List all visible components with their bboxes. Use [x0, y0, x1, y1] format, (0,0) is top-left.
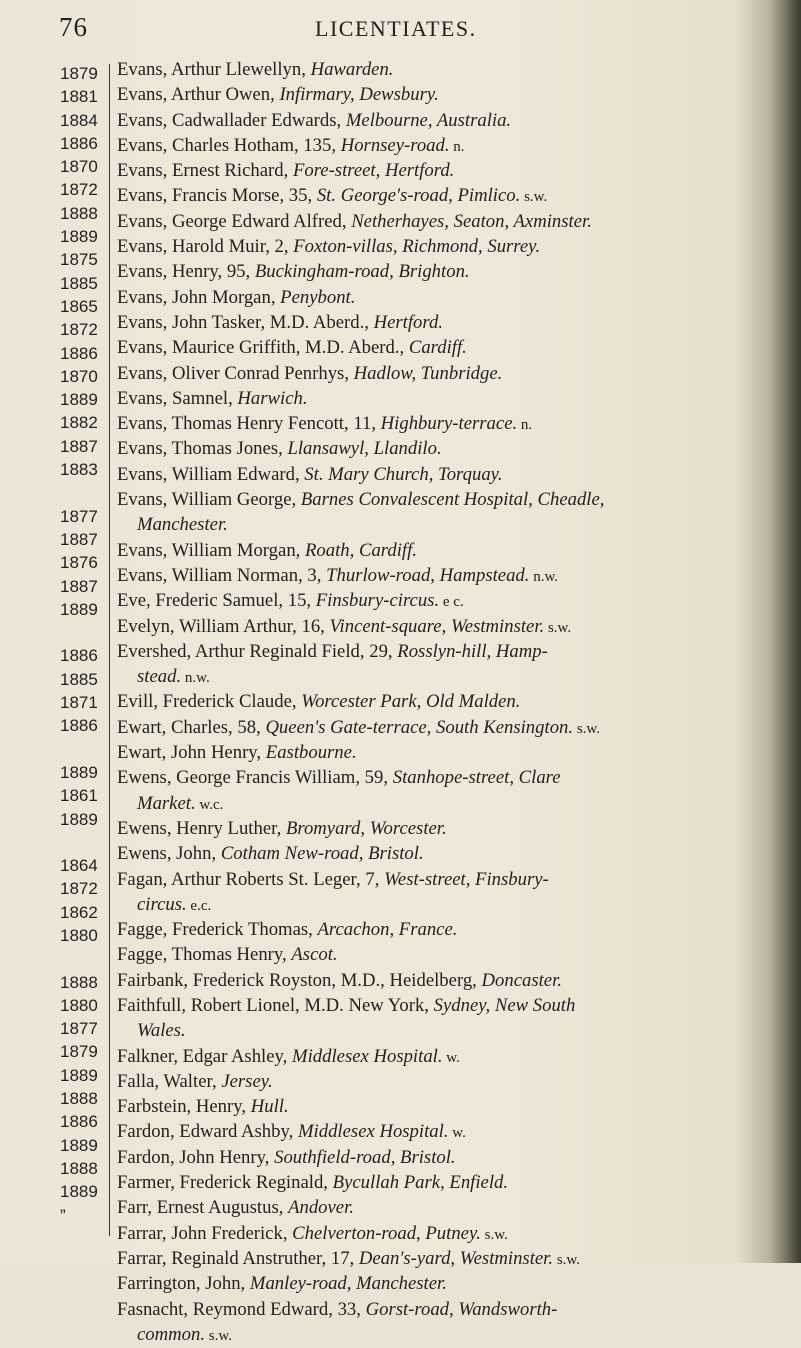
entry-year: ” [60, 1205, 66, 1225]
entry-year: 1861 [60, 786, 98, 806]
entry-name: Faithfull, Robert Lionel, M.D. New York, [117, 994, 434, 1016]
list-item [117, 741, 777, 766]
entry-address: Andover. [288, 1197, 354, 1219]
entry-address: Cotham New-road, Bristol. [220, 843, 424, 865]
entry-name: Evershed, Arthur Reginald Field, 29, [117, 640, 398, 662]
list-item [117, 159, 777, 184]
entry-address: Vincent-square, Westminster. [329, 615, 545, 637]
entry-address: Infirmary, Dewsbury. [279, 84, 439, 106]
entry-year: 1880 [60, 925, 98, 945]
entry-name: Evans, Cadwallader Edwards, [117, 109, 346, 131]
entry-district: s.w. [520, 189, 548, 206]
entry-address: Roath, Cardiff. [305, 539, 417, 561]
list-item [117, 868, 777, 919]
entry-district: n. [449, 138, 465, 155]
entry-name: Ewens, Henry Luther, [117, 817, 286, 839]
entry-district: s.w. [544, 619, 572, 636]
entry-name: Fasnacht, Reymond Edward, 33, [117, 1298, 366, 1320]
entry-continuation [117, 665, 777, 690]
entry-address: Netherhayes, Seaton, Axminster. [351, 210, 592, 232]
entry-name: Fagge, Thomas Henry, [117, 944, 292, 966]
entry-address: Doncaster. [481, 969, 562, 991]
entry-address-continued: circus. [137, 893, 187, 915]
entry-address: Worcester Park, Old Malden. [301, 691, 521, 713]
list-item [117, 1070, 777, 1095]
entry-year: 1875 [60, 250, 98, 270]
entry-year: 1885 [60, 669, 98, 689]
entry-address: Harwich. [237, 387, 308, 409]
list-item [117, 1298, 777, 1348]
entry-address: Queen's Gate-terrace, South Kensington. [265, 716, 574, 738]
entry-name: Evans, William George, [117, 489, 301, 511]
entry-year: 1884 [60, 110, 98, 130]
list-item [117, 184, 777, 209]
entry-year: 1889 [60, 227, 98, 247]
entry-year: 1887 [60, 529, 98, 549]
entry-district: s.w. [553, 1251, 581, 1268]
entry-address: Cardiff. [408, 337, 467, 359]
entry-year: 1888 [60, 1089, 98, 1109]
entry-continuation [117, 893, 777, 918]
list-item [117, 1222, 777, 1247]
entry-name: Fairbank, Frederick Royston, M.D., Heidelberg, [117, 969, 482, 991]
entry-name: Evans, John Tasker, M.D. Aberd., [117, 311, 374, 333]
entry-continuation [117, 1019, 777, 1044]
entry-year: 1886 [60, 716, 98, 736]
entry-address: Gorst-road, Wandsworth- [365, 1298, 558, 1320]
entry-name: Evans, Oliver Conrad Penrhys, [117, 362, 354, 384]
entry-year: 1889 [60, 762, 98, 782]
entry-name: Evelyn, William Arthur, 16, [117, 615, 330, 637]
entry-name: Farrington, John, [117, 1273, 250, 1295]
list-item [117, 134, 777, 159]
entry-address: Hull. [250, 1096, 289, 1118]
entry-district: w. [448, 1125, 466, 1142]
list-item [117, 539, 777, 564]
entry-address: Jersey. [221, 1070, 273, 1092]
year-column [60, 62, 108, 1250]
entry-name: Farrar, Reginald Anstruther, 17, [117, 1247, 359, 1269]
entry-year: 1887 [60, 436, 98, 456]
entry-district: w.c. [195, 796, 224, 813]
entry-name: Eve, Frederic Samuel, 15, [117, 590, 316, 612]
entry-address: Highbury-terrace. [380, 413, 518, 435]
entry-name: Evans, William Norman, 3, [117, 564, 327, 586]
entry-district: s.w. [480, 1226, 508, 1243]
entry-name: Farrar, John Frederick, [117, 1222, 293, 1244]
entry-address: Eastbourne. [265, 742, 357, 764]
entry-name: Falla, Walter, [117, 1070, 222, 1092]
entry-name: Fardon, John Henry, [117, 1146, 275, 1168]
list-item [117, 1171, 777, 1196]
entry-address-continued: stead. [137, 666, 182, 688]
list-item [117, 640, 777, 691]
entry-district: e.c. [186, 897, 212, 914]
entry-address: Middlesex Hospital. [297, 1121, 449, 1143]
entry-year: 1887 [60, 576, 98, 596]
entry-year: 1889 [60, 1065, 98, 1085]
entry-name: Fagan, Arthur Roberts St. Leger, 7, [117, 868, 385, 890]
entry-name: Evans, Henry, 95, [117, 261, 255, 283]
list-item [117, 286, 777, 311]
entry-year: 1888 [60, 203, 98, 223]
entry-district: n. [517, 417, 533, 434]
entry-address: Bromyard, Worcester. [285, 817, 447, 839]
entry-district: s.w. [205, 1327, 232, 1344]
entry-year: 1862 [60, 902, 98, 922]
entry-address: Arcachon, France. [317, 919, 458, 941]
entry-address: West-street, Finsbury- [384, 868, 549, 890]
entry-year: 1864 [60, 856, 98, 876]
entry-address: Finsbury-circus. [315, 590, 440, 612]
list-item [117, 58, 777, 83]
entry-address: Llansawyl, Llandilo. [287, 438, 442, 460]
entry-year: 1881 [60, 87, 98, 107]
entry-address: Middlesex Hospital. [292, 1045, 443, 1067]
entry-name: Evans, William Morgan, [117, 539, 306, 561]
entry-year: 1889 [60, 599, 98, 619]
entry-name: Ewens, George Francis William, 59, [117, 767, 393, 789]
entry-address: Hadlow, Tunbridge. [353, 362, 503, 384]
entry-address: Penybont. [280, 286, 356, 308]
entry-year: 1889 [60, 1182, 98, 1202]
entry-name: Evans, John Morgan, [117, 286, 281, 308]
entry-year: 1886 [60, 343, 98, 363]
list-item [117, 564, 777, 589]
entry-year: 1870 [60, 366, 98, 386]
entry-year: 1889 [60, 390, 98, 410]
entry-continuation [117, 792, 777, 817]
list-item [117, 842, 777, 867]
entry-name: Evans, Charles Hotham, 135, [117, 134, 341, 156]
list-item [117, 1045, 777, 1070]
entry-year: 1889 [60, 809, 98, 829]
entry-name: Evans, William Edward, [117, 463, 305, 485]
entry-address: Thurlow-road, Hampstead. [326, 564, 530, 586]
entry-address: Fore-street, Hertford. [292, 160, 455, 182]
list-item [117, 994, 777, 1045]
entry-name: Evans, Arthur Owen, [117, 84, 280, 106]
entry-year: 1871 [60, 693, 98, 713]
entry-address: Hawarden. [310, 59, 394, 80]
list-item [117, 716, 777, 741]
entry-year: 1883 [60, 460, 98, 480]
column-rule [109, 64, 110, 1236]
entry-year: 1879 [60, 1042, 98, 1062]
entry-name: Fagge, Frederick Thomas, [117, 919, 318, 941]
entry-year: 1865 [60, 296, 98, 316]
list-item [117, 766, 777, 817]
entry-name: Farbstein, Henry, [117, 1096, 251, 1118]
list-item [117, 1247, 777, 1272]
entry-year: 1872 [60, 879, 98, 899]
entry-address: Foxton-villas, Richmond, Surrey. [293, 236, 541, 258]
list-item [117, 109, 777, 134]
entry-address-continued: common. [137, 1323, 205, 1345]
entry-list [117, 58, 777, 1348]
list-item [117, 1272, 777, 1297]
list-item [117, 260, 777, 285]
entry-address: Buckingham-road, Brighton. [254, 261, 470, 283]
entry-name: Farr, Ernest Augustus, [117, 1197, 289, 1219]
entry-name: Ewart, Charles, 58, [117, 716, 266, 738]
entry-address: Bycullah Park, Enfield. [332, 1172, 509, 1194]
entry-address: Sydney, New South [433, 994, 576, 1016]
entry-address: Melbourne, Australia. [345, 109, 512, 131]
entry-year: 1876 [60, 553, 98, 573]
entry-address: Rosslyn-hill, Hamp- [397, 640, 548, 662]
list-item [117, 615, 777, 640]
entry-year: 1886 [60, 646, 98, 666]
entry-name: Evans, Francis Morse, 35, [117, 185, 317, 207]
entry-year: 1870 [60, 157, 98, 177]
running-head: LICENTIATES. [315, 16, 477, 41]
entry-continuation [117, 513, 777, 538]
entry-year: 1889 [60, 1135, 98, 1155]
entry-name: Evans, Thomas Jones, [117, 438, 288, 460]
entry-year: 1888 [60, 1158, 98, 1178]
entry-continuation [117, 1323, 777, 1348]
entry-address: Chelverton-road, Putney. [292, 1222, 481, 1244]
entry-address-continued: Wales. [137, 1020, 186, 1042]
entry-address: Dean's-yard, Westminster. [358, 1247, 554, 1269]
list-item [117, 1146, 777, 1171]
list-item [117, 1196, 777, 1221]
list-item [117, 918, 777, 943]
list-item [117, 387, 777, 412]
entry-district: w. [442, 1049, 460, 1066]
entry-address-continued: Market. [137, 792, 196, 814]
list-item [117, 210, 777, 235]
entry-address: Ascot. [291, 944, 338, 966]
list-item [117, 311, 777, 336]
list-item [117, 488, 777, 539]
entry-name: Evans, Thomas Henry Fencott, 11, [117, 413, 381, 435]
entry-district: n.w. [529, 568, 559, 585]
entry-year: 1886 [60, 133, 98, 153]
entry-year: 1877 [60, 506, 98, 526]
entry-name: Evill, Frederick Claude, [117, 691, 302, 713]
entry-address: Barnes Convalescent Hospital, Cheadle, [300, 489, 605, 511]
entry-year: 1885 [60, 273, 98, 293]
list-item [117, 235, 777, 260]
entry-year: 1872 [60, 180, 98, 200]
entry-name: Ewens, John, [117, 843, 221, 865]
list-item [117, 463, 777, 488]
entry-name: Falkner, Edgar Ashley, [117, 1045, 293, 1067]
entry-year: 1872 [60, 320, 98, 340]
entry-address: Manley-road, Manchester. [249, 1273, 447, 1295]
page-number: 76 [59, 12, 88, 42]
entry-name: Fardon, Edward Ashby, [117, 1121, 298, 1143]
entry-name: Evans, George Edward Alfred, [117, 210, 352, 232]
list-item [117, 817, 777, 842]
entry-name: Evans, Samnel, [117, 387, 238, 409]
entry-district: e c. [439, 594, 464, 611]
entry-year: 1886 [60, 1112, 98, 1132]
entry-address: Hertford. [373, 311, 443, 333]
entry-address: Hornsey-road. [340, 134, 450, 156]
list-item [117, 969, 777, 994]
list-item [117, 362, 777, 387]
entry-name: Ewart, John Henry, [117, 742, 266, 764]
entry-address-continued: Manchester. [137, 514, 228, 536]
list-item [117, 690, 777, 715]
entry-year: 1882 [60, 413, 98, 433]
entry-name: Farmer, Frederick Reginald, [117, 1172, 333, 1194]
list-item [117, 83, 777, 108]
entry-year: 1888 [60, 972, 98, 992]
page-header [0, 12, 801, 52]
list-item [117, 437, 777, 462]
entry-year: 1879 [60, 64, 98, 83]
entry-name: Evans, Arthur Llewellyn, [117, 59, 311, 80]
list-item [117, 1120, 777, 1145]
list-item [117, 589, 777, 614]
entry-district: n.w. [181, 670, 210, 687]
entry-address: St. George's-road, Pimlico. [316, 185, 521, 207]
list-item [117, 943, 777, 968]
entry-address: St. Mary Church, Torquay. [304, 463, 503, 485]
entry-year: 1880 [60, 995, 98, 1015]
list-item [117, 412, 777, 437]
list-item [117, 336, 777, 361]
entry-address: Stanhope-street, Clare [392, 767, 561, 789]
entry-name: Evans, Harold Muir, 2, [117, 236, 294, 258]
entry-address: Southfield-road, Bristol. [274, 1146, 456, 1168]
list-item [117, 1095, 777, 1120]
entry-district: s.w. [573, 720, 601, 737]
entry-year: 1877 [60, 1019, 98, 1039]
entry-name: Evans, Maurice Griffith, M.D. Aberd., [117, 337, 409, 359]
entry-name: Evans, Ernest Richard, [117, 160, 293, 182]
